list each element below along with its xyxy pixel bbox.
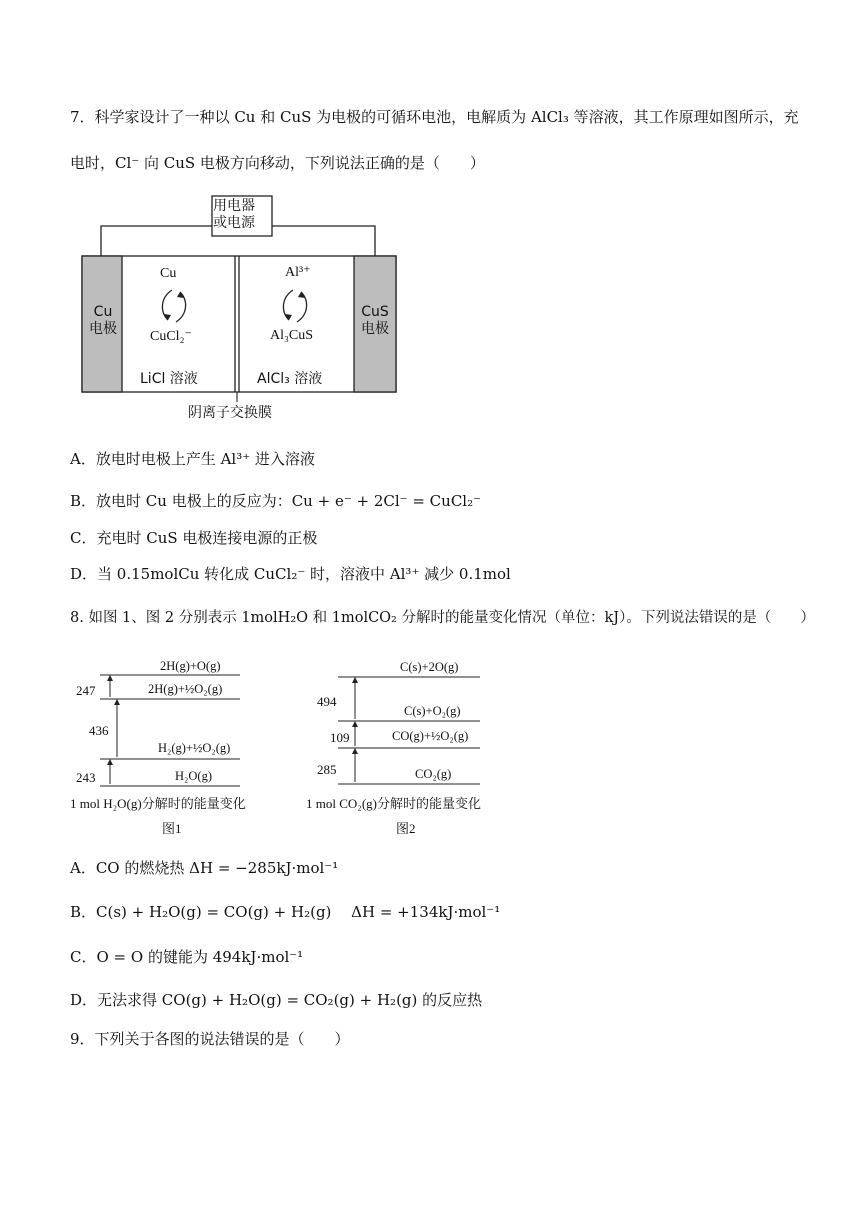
cu-electrode-label-line1: Cu <box>93 304 113 320</box>
fig2-level-2: C(s)+O₂(g) <box>404 704 461 718</box>
device-label-line1: 用电器 <box>213 198 255 214</box>
fig1-number-243: 243 <box>76 770 96 785</box>
membrane-label: 阴离子交换膜 <box>188 405 272 421</box>
left-top-species: Cu <box>160 266 177 281</box>
fig2-level-1: C(s)+2O(g) <box>400 660 459 674</box>
fig1-level-1: 2H(g)+O(g) <box>160 659 221 673</box>
left-solution-label: LiCl 溶液 <box>140 371 198 387</box>
device-label-line2: 或电源 <box>213 215 255 231</box>
fig1-caption: 1 mol H₂O(g)分解时的能量变化 <box>70 796 246 811</box>
fig2-label: 图2 <box>396 821 416 836</box>
cus-electrode-label-line2: 电极 <box>361 321 389 337</box>
fig1-number-436: 436 <box>89 723 109 738</box>
right-solution-label: AlCl₃ 溶液 <box>257 371 323 387</box>
fig1-label: 图1 <box>162 821 182 836</box>
device-label <box>213 198 255 232</box>
cus-electrode-label <box>356 304 394 338</box>
fig2-number-109: 109 <box>330 730 350 745</box>
cu-electrode-label <box>88 304 118 338</box>
q7-option-c: C．充电时 CuS 电极连接电源的正极 <box>70 529 318 547</box>
fig2-number-494: 494 <box>317 694 337 709</box>
q7-option-b: B．放电时 Cu 电极上的反应为：Cu + e⁻ + 2Cl⁻ = CuCl₂⁻ <box>70 492 482 510</box>
right-bottom-species: Al₃CuS <box>270 328 314 343</box>
fig2-number-285: 285 <box>317 762 337 777</box>
q7-stem-line1: 7．科学家设计了一种以 Cu 和 CuS 为电极的可循环电池，电解质为 AlCl₃ 等溶液，其工作原理如图所示，充 <box>70 108 799 126</box>
fig1-level-2: 2H(g)+½O₂(g) <box>148 682 223 696</box>
q7-stem-line2: 电时，Cl⁻ 向 CuS 电极方向移动，下列说法正确的是（ ） <box>70 154 485 172</box>
fig2-level-4: CO₂(g) <box>415 767 452 781</box>
left-bottom-species: CuCl₂⁻ <box>150 329 192 344</box>
q8-option-c: C．O = O 的键能为 494kJ·mol⁻¹ <box>70 948 304 966</box>
q9-stem: 9．下列关于各图的说法错误的是（ ） <box>70 1030 350 1048</box>
fig2-level-3: CO(g)+½O₂(g) <box>392 729 469 743</box>
q8-option-b: B．C(s) + H₂O(g) = CO(g) + H₂(g) ΔH = +134kJ·mol⁻¹ <box>70 903 501 921</box>
cu-electrode-label-line2: 电极 <box>89 321 117 337</box>
fig1-number-247: 247 <box>76 683 96 698</box>
q7-option-d: D．当 0.15molCu 转化成 CuCl₂⁻ 时，溶液中 Al³⁺ 减少 0.1mol <box>70 565 511 583</box>
fig1-level-3: H₂(g)+½O₂(g) <box>158 741 231 755</box>
q8-option-d: D．无法求得 CO(g) + H₂O(g) = CO₂(g) + H₂(g) 的反应热 <box>70 991 483 1009</box>
fig2-caption: 1 mol CO₂(g)分解时的能量变化 <box>306 796 481 811</box>
q7-option-a: A．放电时电极上产生 Al³⁺ 进入溶液 <box>70 450 315 468</box>
q8-stem: 8. 如图 1、图 2 分别表示 1molH₂O 和 1molCO₂ 分解时的能量变化情况（单位：kJ）。下列说法错误的是（ ） <box>70 610 815 626</box>
right-top-species: Al³⁺ <box>285 265 311 280</box>
cus-electrode-label-line1: CuS <box>361 304 389 320</box>
q8-option-a: A．CO 的燃烧热 ΔH = −285kJ·mol⁻¹ <box>70 859 339 877</box>
fig1-level-4: H₂O(g) <box>175 769 212 783</box>
